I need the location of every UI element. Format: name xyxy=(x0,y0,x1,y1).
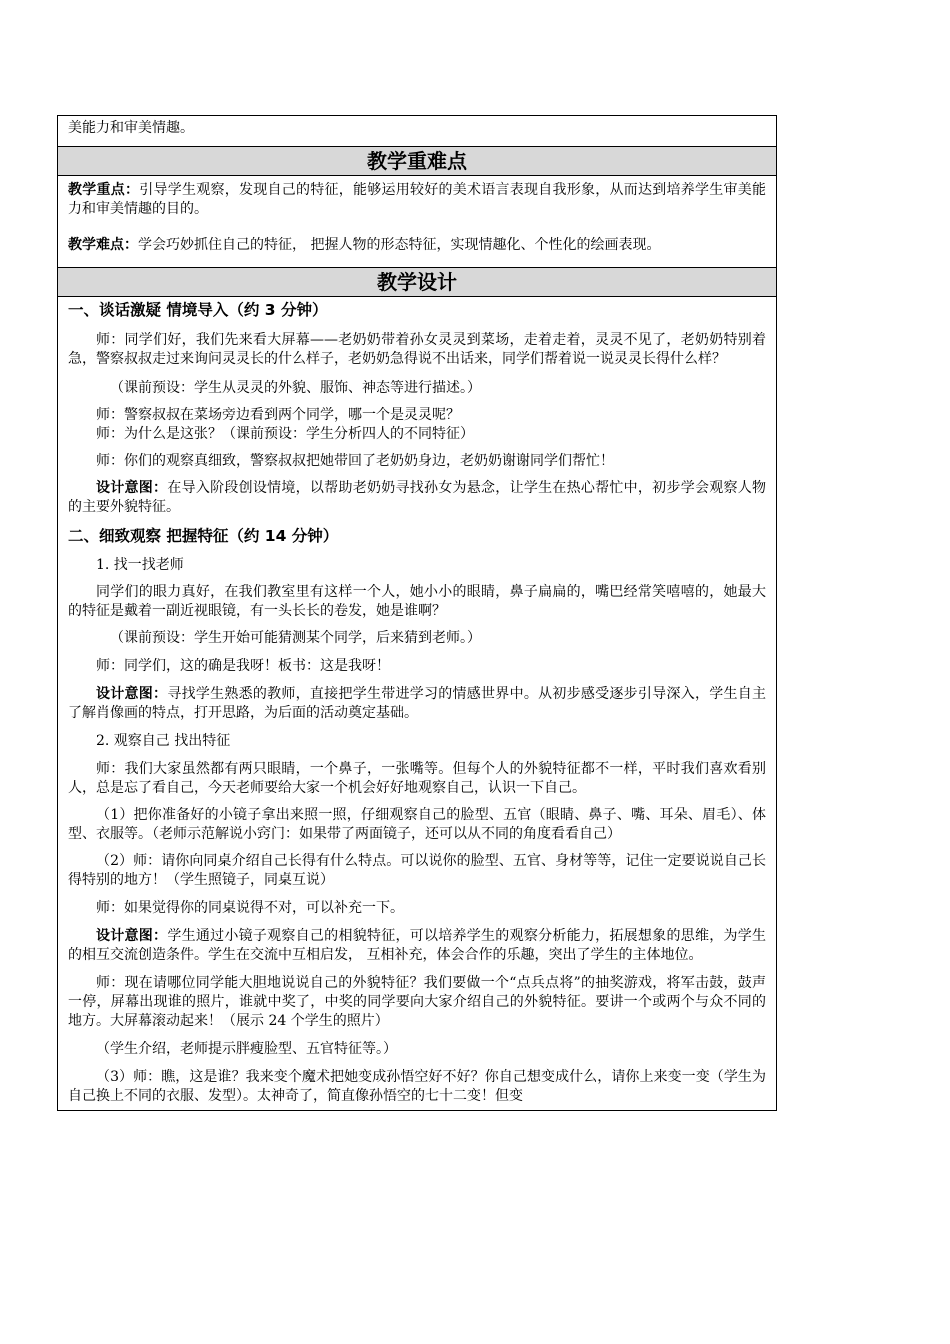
section-2-p10: （3）师：瞧，这是谁？我来变个魔术把她变成孙悟空好不好？你自己想变成什么，请你上来变一变（学生为自己换上不同的衣服、发型）。太神奇了，简直像孙悟空的七十二变！但变 xyxy=(68,1069,766,1104)
hard-point xyxy=(68,232,766,259)
section-2-title: 二、细致观察 把握特征（约 14 分钟） xyxy=(68,527,339,545)
section-2-p1: 同学们的眼力真好，在我们教室里有这样一个人，她小小的眼睛，鼻子扁扁的，嘴巴经常笑嘻嘻的，她最大的特征是戴着一副近视眼镜，有一头长长的卷发，她是谁啊？ xyxy=(68,584,766,619)
section-2-p6: （2）师：请你向同桌介绍自己长得有什么特点。可以说你的脸型、五官、身材等等，记住一定要说说自己长得特别的地方！（学生照镜子，同桌互说） xyxy=(68,853,766,888)
section-2-p8: 师：现在请哪位同学能大胆地说说自己的外貌特征？我们要做一个“点兵点将”的抽奖游戏，将军击鼓，鼓声一停，屏幕出现谁的照片，谁就中奖了，中奖的同学要向大家介绍自己的外貌特征。要讲一个或两个与众不同的地方。大屏幕滚动起来！（展示 24 个学生的照片） xyxy=(68,975,766,1029)
section-2-sub2: 2. 观察自己 找出特征 xyxy=(96,733,231,749)
section-2-intent-1-label: 设计意图： xyxy=(96,686,168,702)
key-point-label: 教学重点： xyxy=(68,182,140,198)
hard-point-text: 学会巧妙抓住自己的特征， 把握人物的形态特征，实现情趣化、个性化的绘画表现。 xyxy=(138,237,661,253)
difficulty-header: 教学重难点 xyxy=(58,147,776,176)
section-2-p4: 师：我们大家虽然都有两只眼睛，一个鼻子，一张嘴等。但每个人的外貌特征都不一样，平时我们喜欢看别人，总是忘了看自己，今天老师要给大家一个机会好好地观察自己，认识一下自己。 xyxy=(68,761,766,796)
intro-text: 美能力和审美情趣。 xyxy=(68,120,194,136)
section-1-intent-label: 设计意图： xyxy=(96,480,168,496)
section-1-p2: （课前预设：学生从灵灵的外貌、服饰、神态等进行描述。） xyxy=(110,380,481,396)
section-1-p3: 师：警察叔叔在菜场旁边看到两个同学，哪一个是灵灵呢？ xyxy=(96,407,460,423)
section-1-intent xyxy=(68,479,766,517)
difficulty-cell xyxy=(58,176,776,268)
section-2-intent-1-text: 寻找学生熟悉的教师，直接把学生带进学习的情感世界中。从初步感受逐步引导深入，学生自主了解肖像画的特点，打开思路，为后面的活动奠定基础。 xyxy=(68,686,767,721)
section-2-intent-2 xyxy=(68,927,766,965)
section-1-p5: 师：你们的观察真细致，警察叔叔把她带回了老奶奶身边，老奶奶谢谢同学们帮忙！ xyxy=(96,453,614,469)
section-2-intent-1 xyxy=(68,685,766,723)
section-2-p7: 师：如果觉得你的同桌说得不对，可以补充一下。 xyxy=(96,900,404,916)
section-2-p2: （课前预设：学生开始可能猜测某个同学，后来猜到老师。） xyxy=(110,630,481,646)
section-2-p5: （1）把你准备好的小镜子拿出来照一照，仔细观察自己的脸型、五官（眼睛、鼻子、嘴、耳朵、眉毛）、体型、衣服等。（老师示范解说小窍门：如果带了两面镜子，还可以从不同的角度看看自己） xyxy=(68,807,766,842)
hard-point-label: 教学难点： xyxy=(68,237,138,253)
section-2-intent-2-label: 设计意图： xyxy=(96,928,168,944)
section-2-p3: 师：同学们，这的确是我呀！板书：这是我呀！ xyxy=(96,658,390,674)
key-point-text: 引导学生观察，发现自己的特征，能够运用较好的美术语言表现自我形象，从而达到培养学生审美能力和审美情趣的目的。 xyxy=(68,182,766,217)
section-2-p9: （学生介绍，老师提示胖瘦脸型、五官特征等。） xyxy=(96,1041,397,1057)
section-2-intent-2-text: 学生通过小镜子观察自己的相貌特征，可以培养学生的观察分析能力，拓展想象的思维，为学生的相互交流创造条件。学生在交流中互相启发， 互相补充，体会合作的乐趣，突出了学生的主体地位。 xyxy=(68,928,767,963)
section-2-sub1: 1. 找一找老师 xyxy=(96,557,184,573)
section-1-intent-text: 在导入阶段创设情境，以帮助老奶奶寻找孙女为悬念，让学生在热心帮忙中，初步学会观察人物的主要外貌特征。 xyxy=(68,480,767,515)
key-point xyxy=(68,181,766,219)
section-1-p1: 师：同学们好，我们先来看大屏幕——老奶奶带着孙女灵灵到菜场，走着走着，灵灵不见了，老奶奶特别着急，警察叔叔走过来询问灵灵长的什么样子，老奶奶急得说不出话来，同学们帮着说一说灵灵长得什么样？ xyxy=(68,332,766,367)
section-1-title: 一、谈话激疑 情境导入（约 3 分钟） xyxy=(68,301,328,319)
design-cell xyxy=(58,297,776,1110)
design-header: 教学设计 xyxy=(58,268,776,297)
section-1-p4: 师：为什么是这张？（课前预设：学生分析四人的不同特征） xyxy=(96,426,474,442)
lesson-table xyxy=(57,115,777,1111)
intro-cell xyxy=(58,116,776,147)
